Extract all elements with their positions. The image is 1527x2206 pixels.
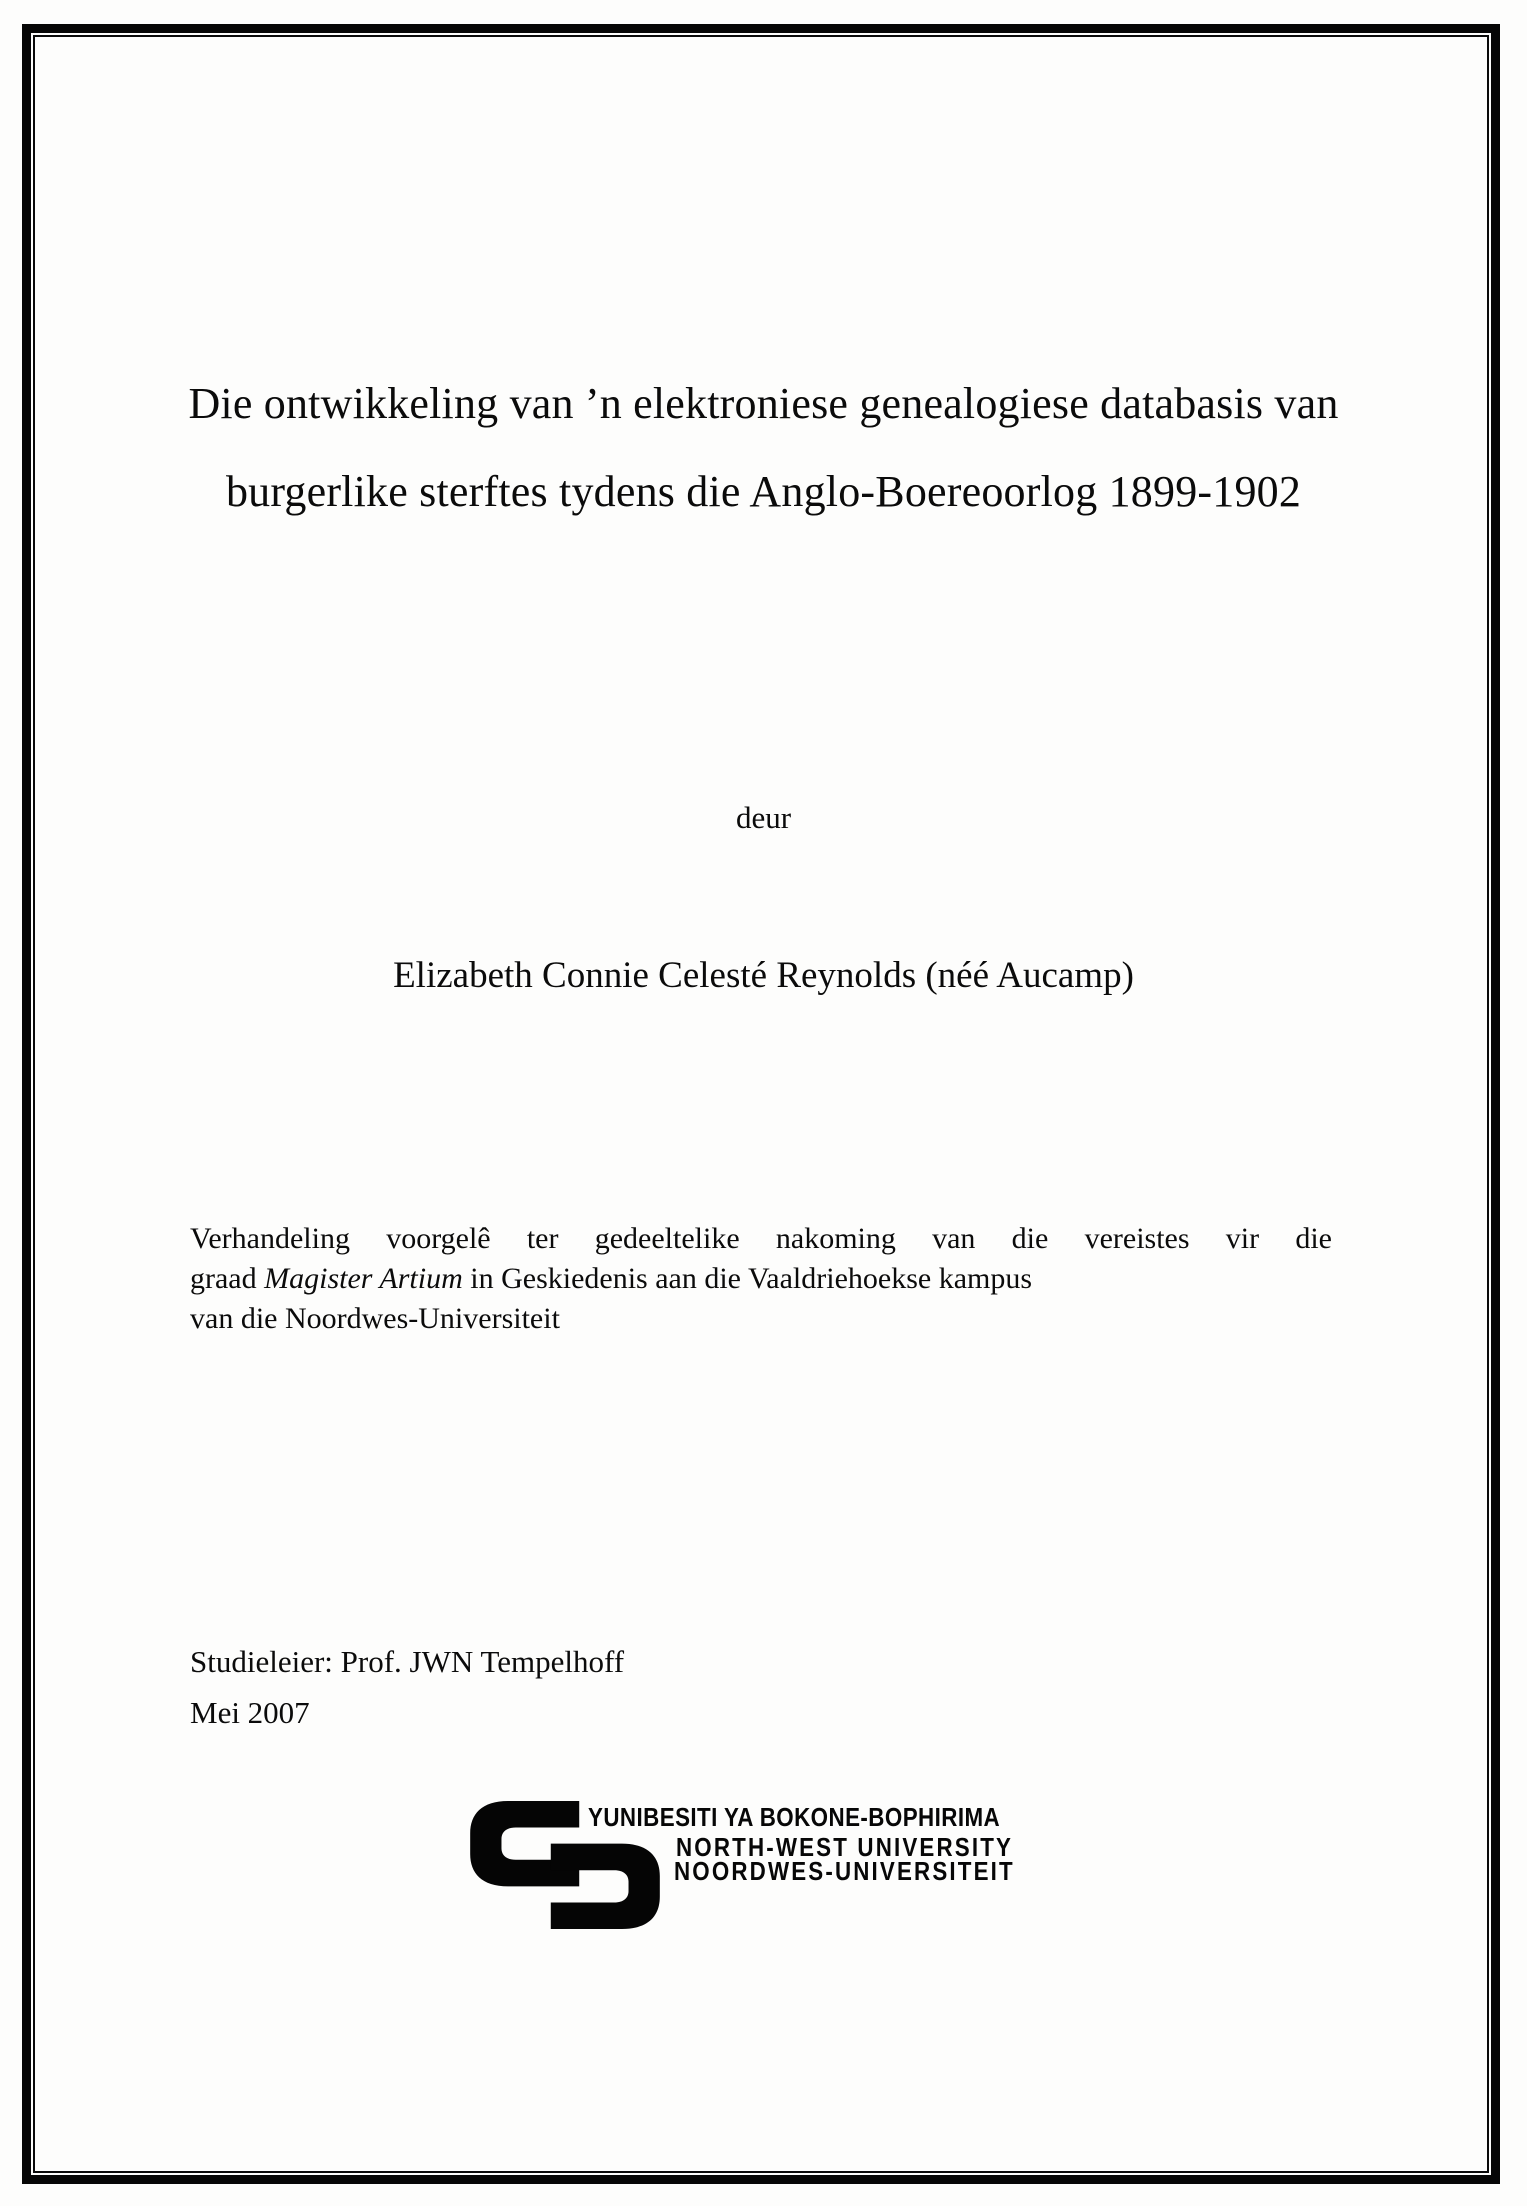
university-name-english: NORTH-WEST UNIVERSITY — [676, 1832, 1014, 1862]
declaration-line2 — [190, 1259, 1332, 1299]
supervisor-line: Studieleier: Prof. JWN Tempelhoff — [190, 1644, 625, 1679]
university-name-afrikaans: NOORDWES-UNIVERSITEIT — [674, 1856, 1015, 1886]
thesis-title-line1: Die ontwikkeling van ’n elektroniese genealogiese databasis van — [188, 379, 1339, 428]
supervisor-block — [190, 1636, 624, 1738]
declaration-line2-pre: graad — [190, 1262, 265, 1295]
declaration-line3: van die Noordwes-Universiteit — [190, 1302, 560, 1335]
byline-label: deur — [735, 800, 792, 835]
thesis-title-line2: burgerlike sterftes tydens die Anglo-Boereoorlog 1899-1902 — [225, 467, 1302, 516]
date-line: Mei 2007 — [190, 1695, 310, 1730]
degree-name-italic: Magister Artium — [264, 1262, 463, 1295]
declaration-line2-post: in Geskiedenis aan die Vaaldriehoekse kampus — [462, 1262, 1033, 1295]
university-name-setswana: YUNIBESITI YA BOKONE-BOPHIRIMA — [588, 1802, 1001, 1832]
author-name: Elizabeth Connie Celesté Reynolds (néé Aucamp) — [393, 955, 1134, 996]
thesis-title — [100, 360, 1427, 536]
degree-declaration — [190, 1219, 1332, 1339]
declaration-line1: Verhandeling voorgelê ter gedeeltelike nakoming van die vereistes vir die — [190, 1222, 1332, 1255]
